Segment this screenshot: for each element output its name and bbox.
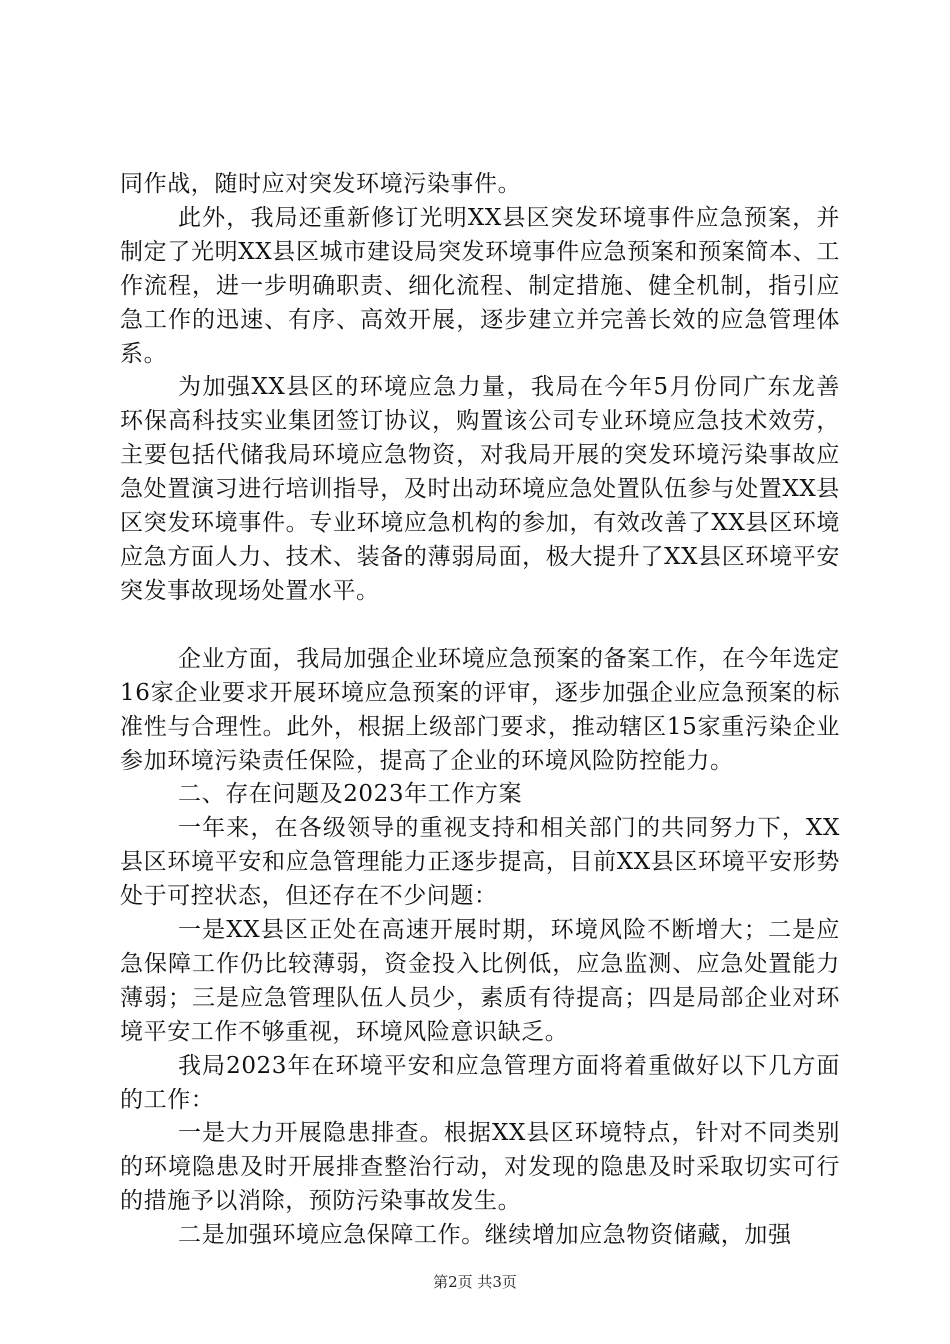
page-number-footer: 第2页 共3页 [433, 1273, 517, 1291]
paragraph-overview: 一年来，在各级领导的重视支持和相关部门的共同努力下，XX县区环境平安和应急管理能力正逐步提高，目前XX县区环境平安形势处于可控状态，但还存在不少问题： [120, 815, 840, 910]
paragraph-problems: 一是XX县区正处在高速开展时期，环境风险不断增大；二是应急保障工作仍比较薄弱，资金投入比例低，应急监测、应急处置能力薄弱；三是应急管理队伍人员少，素质有待提高；四是局部企业对环境平安工作不够重视，环境风险意识缺乏。 [120, 917, 840, 1045]
paragraph-plan-item-2: 二是加强环境应急保障工作。继续增加应急物资储藏，加强 [178, 1222, 792, 1249]
paragraph-continuation: 同作战，随时应对突发环境污染事件。 [120, 171, 522, 197]
paragraph-plan-revision: 此外，我局还重新修订光明XX县区突发环境事件应急预案，并制定了光明XX县区城市建设局突发环境事件应急预案和预案简本、工作流程，进一步明确职责、细化流程、制定措施、健全机制，指引应急工作的迅速、有序、高效开展，逐步建立并完善长效的应急管理体系。 [120, 204, 840, 367]
document-body [120, 168, 840, 1253]
paragraph-plan-intro: 我局2023年在环境平安和应急管理方面将着重做好以下几方面的工作： [120, 1052, 840, 1113]
paragraph-plan-item-1: 一是大力开展隐患排查。根据XX县区环境特点，针对不同类别的环境隐患及时开展排查整治行动，对发现的隐患及时采取切实可行的措施予以消除，预防污染事故发生。 [120, 1120, 840, 1215]
paragraph-emergency-force: 为加强XX县区的环境应急力量，我局在今年5月份同广东龙善环保高科技实业集团签订协议，购置该公司专业环境应急技术效劳，主要包括代储我局环境应急物资，对我局开展的突发环境污染事故应急处置演习进行培训指导，及时出动环境应急处置队伍参与处置XX县区突发环境事件。专业环境应急机构的参加，有效改善了XX县区环境应急方面人力、技术、装备的薄弱局面，极大提升了XX县区环境平安突发事故现场处置水平。 [120, 374, 840, 604]
section-heading: 二、存在问题及2023年工作方案 [178, 781, 523, 808]
paragraph-enterprise: 企业方面，我局加强企业环境应急预案的备案工作，在今年选定16家企业要求开展环境应急预案的评审，逐步加强企业应急预案的标准性与合理性。此外，根据上级部门要求，推动辖区15家重污染企业参加环境污染责任保险，提高了企业的环境风险防控能力。 [120, 645, 840, 774]
paragraph-gap [120, 609, 840, 643]
